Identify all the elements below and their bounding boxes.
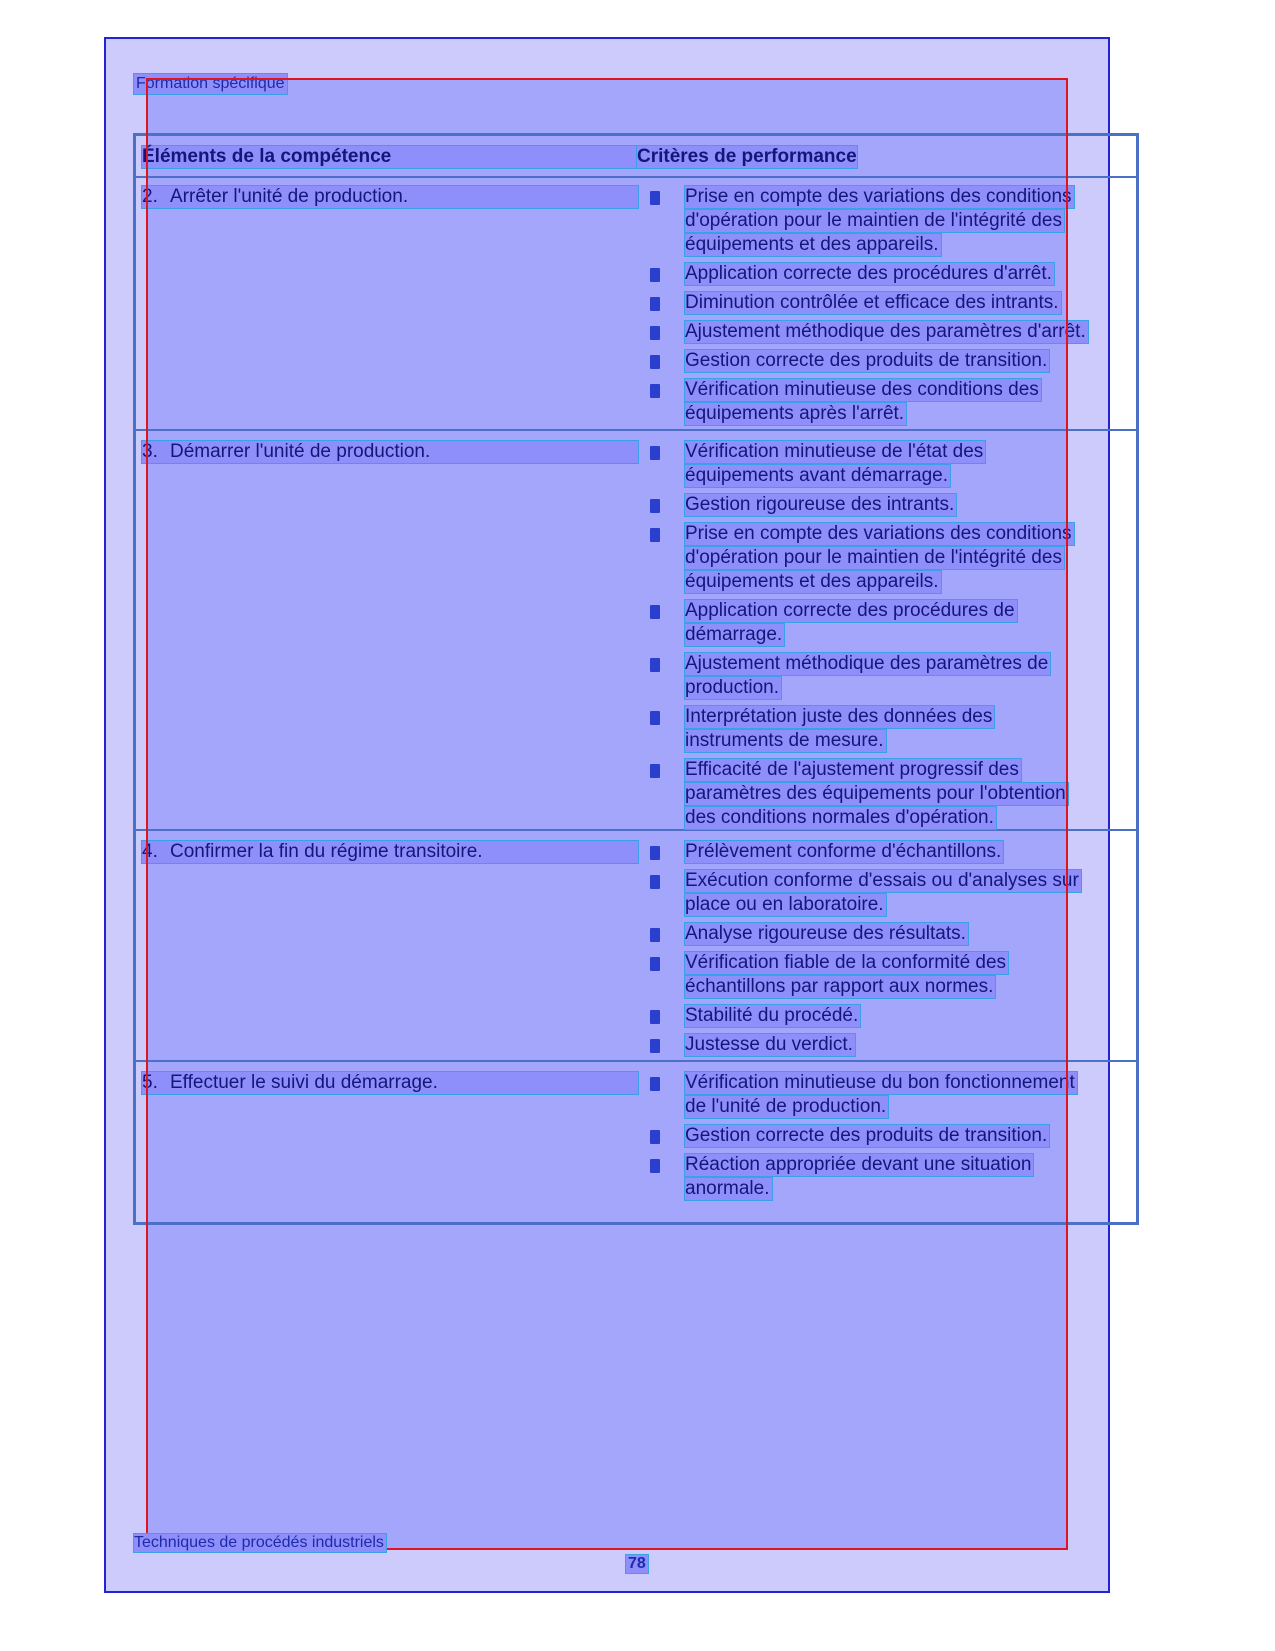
criterion-text-line: Prélèvement conforme d'échantillons. bbox=[685, 841, 1002, 862]
bullet-icon bbox=[650, 268, 660, 282]
bullet-icon bbox=[650, 957, 660, 971]
bullet-icon bbox=[650, 355, 660, 369]
competence-element bbox=[142, 186, 638, 208]
bullet-icon bbox=[650, 297, 660, 311]
criterion-text-line: anormale. bbox=[685, 1178, 770, 1199]
row-divider bbox=[134, 429, 1138, 431]
criterion-item bbox=[650, 1125, 1120, 1149]
criterion-text-line: Efficacité de l'ajustement progressif des bbox=[685, 759, 1019, 780]
criterion-item bbox=[650, 186, 1120, 258]
bullet-icon bbox=[650, 384, 660, 398]
criterion-item bbox=[650, 653, 1120, 701]
page-number: 78 bbox=[628, 1555, 646, 1572]
running-footer: Techniques de procédés industriels bbox=[134, 1534, 384, 1551]
criterion-text-line: Analyse rigoureuse des résultats. bbox=[685, 923, 966, 944]
criterion-item bbox=[650, 841, 1120, 865]
criterion-text-line: Gestion correcte des produits de transition. bbox=[685, 1125, 1048, 1146]
criterion-text-line: Gestion rigoureuse des intrants. bbox=[685, 494, 955, 515]
element-text: Arrêter l'unité de production. bbox=[170, 186, 409, 207]
criterion-item bbox=[650, 350, 1120, 374]
criterion-text-line: Interprétation juste des données des bbox=[685, 706, 993, 727]
criterion-item bbox=[650, 1154, 1120, 1202]
criterion-text-line: équipements avant démarrage. bbox=[685, 465, 948, 486]
criterion-text-line: d'opération pour le maintien de l'intégrité des bbox=[685, 210, 1062, 231]
criterion-item bbox=[650, 263, 1120, 287]
criterion-item bbox=[650, 292, 1120, 316]
bullet-icon bbox=[650, 1130, 660, 1144]
bullet-icon bbox=[650, 711, 660, 725]
running-header: Formation spécifique bbox=[136, 75, 285, 92]
bullet-icon bbox=[650, 1010, 660, 1024]
criterion-text-line: Stabilité du procédé. bbox=[685, 1005, 859, 1026]
criterion-item bbox=[650, 706, 1120, 754]
element-number: 2. bbox=[142, 186, 158, 207]
criterion-item bbox=[650, 600, 1120, 648]
criterion-text-line: paramètres des équipements pour l'obtention bbox=[685, 783, 1066, 804]
criterion-text-line: Prise en compte des variations des conditions bbox=[685, 523, 1072, 544]
table-header-divider bbox=[134, 176, 1138, 178]
criterion-item bbox=[650, 379, 1120, 427]
column-header-criteria: Critères de performance bbox=[637, 146, 857, 167]
criterion-item bbox=[650, 759, 1120, 831]
column-header-elements: Éléments de la compétence bbox=[142, 146, 638, 168]
criterion-text-line: démarrage. bbox=[685, 624, 783, 645]
competence-element bbox=[142, 441, 638, 463]
element-text: Confirmer la fin du régime transitoire. bbox=[170, 841, 483, 862]
competence-element bbox=[142, 1072, 638, 1094]
bullet-icon bbox=[650, 1039, 660, 1053]
bullet-icon bbox=[650, 875, 660, 889]
criterion-text-line: Exécution conforme d'essais ou d'analyses sur bbox=[685, 870, 1079, 891]
criterion-item bbox=[650, 923, 1120, 947]
criterion-text-line: échantillons par rapport aux normes. bbox=[685, 976, 994, 997]
criterion-text-line: Ajustement méthodique des paramètres de bbox=[685, 653, 1049, 674]
criterion-item bbox=[650, 1072, 1120, 1120]
element-number: 5. bbox=[142, 1072, 158, 1093]
criterion-text-line: place ou en laboratoire. bbox=[685, 894, 884, 915]
criterion-text-line: Application correcte des procédures d'arrêt. bbox=[685, 263, 1052, 284]
bullet-icon bbox=[650, 928, 660, 942]
bullet-icon bbox=[650, 1159, 660, 1173]
criterion-item bbox=[650, 494, 1120, 518]
criterion-text-line: des conditions normales d'opération. bbox=[685, 807, 994, 828]
criterion-text-line: Ajustement méthodique des paramètres d'arrêt. bbox=[685, 321, 1086, 342]
criterion-text-line: Prise en compte des variations des conditions bbox=[685, 186, 1072, 207]
criterion-item bbox=[650, 1005, 1120, 1029]
bullet-icon bbox=[650, 446, 660, 460]
criterion-text-line: de l'unité de production. bbox=[685, 1096, 887, 1117]
criterion-text-line: équipements et des appareils. bbox=[685, 571, 939, 592]
bullet-icon bbox=[650, 1077, 660, 1091]
criterion-text-line: équipements et des appareils. bbox=[685, 234, 939, 255]
criterion-item bbox=[650, 1034, 1120, 1058]
criterion-text-line: Diminution contrôlée et efficace des intrants. bbox=[685, 292, 1059, 313]
row-divider bbox=[134, 1060, 1138, 1062]
bullet-icon bbox=[650, 499, 660, 513]
criterion-text-line: Vérification fiable de la conformité des bbox=[685, 952, 1007, 973]
bullet-icon bbox=[650, 658, 660, 672]
criterion-text-line: Gestion correcte des produits de transition. bbox=[685, 350, 1048, 371]
criterion-text-line: d'opération pour le maintien de l'intégrité des bbox=[685, 547, 1062, 568]
criterion-item bbox=[650, 870, 1120, 918]
bullet-icon bbox=[650, 326, 660, 340]
criterion-text-line: Vérification minutieuse des conditions des bbox=[685, 379, 1039, 400]
element-number: 3. bbox=[142, 441, 158, 462]
criterion-text-line: équipements après l'arrêt. bbox=[685, 403, 905, 424]
criterion-text-line: Vérification minutieuse du bon fonctionnement bbox=[685, 1072, 1075, 1093]
criterion-item bbox=[650, 441, 1120, 489]
criterion-text-line: Application correcte des procédures de bbox=[685, 600, 1015, 621]
criterion-text-line: Vérification minutieuse de l'état des bbox=[685, 441, 984, 462]
element-number: 4. bbox=[142, 841, 158, 862]
element-text: Démarrer l'unité de production. bbox=[170, 441, 431, 462]
criterion-item bbox=[650, 952, 1120, 1000]
criterion-item bbox=[650, 321, 1120, 345]
bullet-icon bbox=[650, 191, 660, 205]
criterion-text-line: production. bbox=[685, 677, 780, 698]
competence-element bbox=[142, 841, 638, 863]
element-text: Effectuer le suivi du démarrage. bbox=[170, 1072, 438, 1093]
criterion-text-line: Réaction appropriée devant une situation bbox=[685, 1154, 1032, 1175]
criterion-item bbox=[650, 523, 1120, 595]
bullet-icon bbox=[650, 764, 660, 778]
criterion-text-line: Justesse du verdict. bbox=[685, 1034, 853, 1055]
criterion-text-line: instruments de mesure. bbox=[685, 730, 884, 751]
bullet-icon bbox=[650, 528, 660, 542]
bullet-icon bbox=[650, 846, 660, 860]
bullet-icon bbox=[650, 605, 660, 619]
